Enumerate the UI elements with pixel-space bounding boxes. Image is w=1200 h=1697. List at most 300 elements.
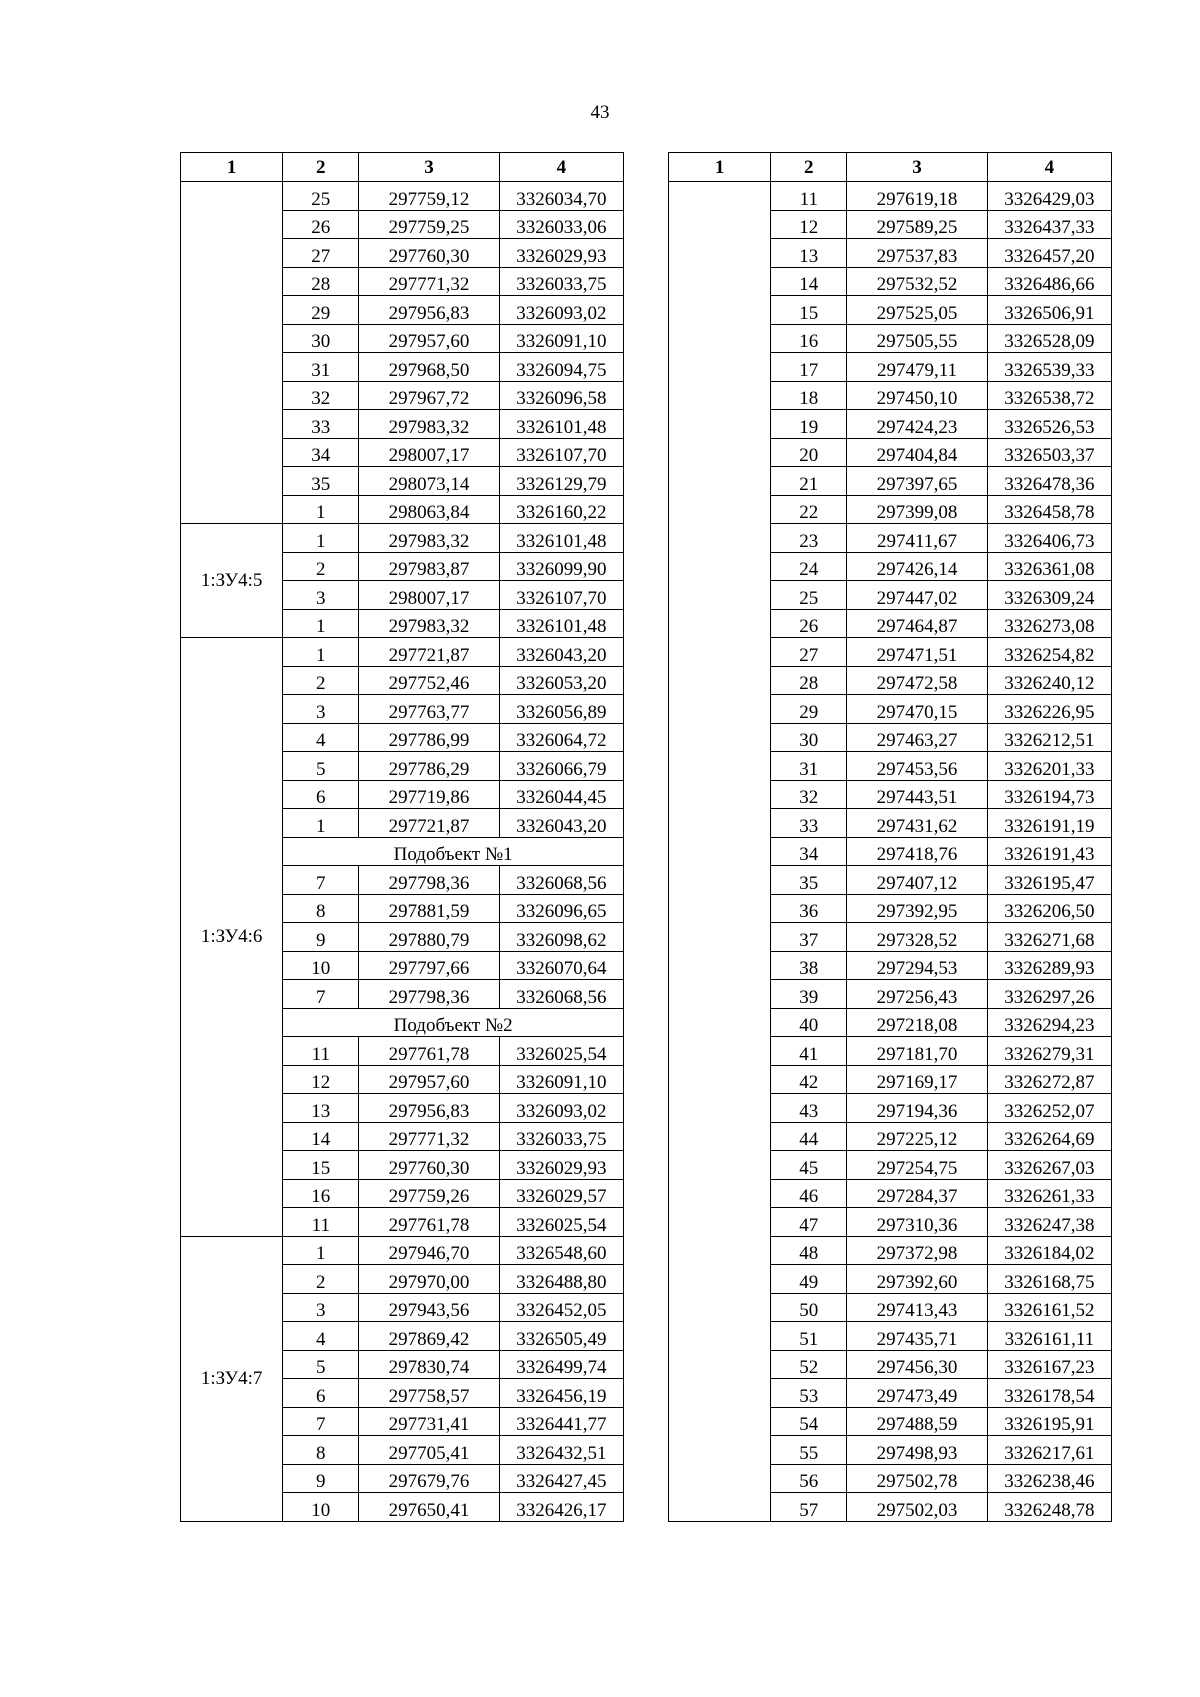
coord-x: 297254,75	[847, 1151, 987, 1180]
point-number: 7	[283, 1407, 359, 1436]
coord-x: 297472,58	[847, 666, 987, 695]
point-number: 52	[771, 1350, 847, 1379]
point-number: 25	[771, 581, 847, 610]
coord-y: 3326254,82	[987, 638, 1111, 667]
coord-x: 297479,11	[847, 353, 987, 382]
coord-x: 297760,30	[359, 1151, 499, 1180]
coord-x: 297413,43	[847, 1293, 987, 1322]
coord-y: 3326101,48	[499, 609, 623, 638]
coord-y: 3326043,20	[499, 809, 623, 838]
point-number: 26	[283, 210, 359, 239]
coord-x: 297407,12	[847, 866, 987, 895]
point-number: 2	[283, 666, 359, 695]
coord-x: 297760,30	[359, 239, 499, 268]
coord-y: 3326267,03	[987, 1151, 1111, 1180]
coord-x: 297759,26	[359, 1179, 499, 1208]
coord-x: 298063,84	[359, 495, 499, 524]
coord-y: 3326194,73	[987, 780, 1111, 809]
coord-x: 297498,93	[847, 1436, 987, 1465]
header-row	[181, 153, 624, 182]
coord-x: 297463,27	[847, 723, 987, 752]
point-number: 39	[771, 980, 847, 1009]
coord-y: 3326191,19	[987, 809, 1111, 838]
coord-y: 3326499,74	[499, 1350, 623, 1379]
point-number: 48	[771, 1236, 847, 1265]
coord-y: 3326217,61	[987, 1436, 1111, 1465]
header-col-2: 2	[771, 153, 847, 182]
point-number: 16	[283, 1179, 359, 1208]
point-number: 1	[283, 524, 359, 553]
coord-x: 297797,66	[359, 951, 499, 980]
coord-y: 3326033,75	[499, 267, 623, 296]
point-number: 57	[771, 1493, 847, 1522]
point-number: 30	[283, 324, 359, 353]
coord-x: 297169,17	[847, 1065, 987, 1094]
coord-y: 3326160,22	[499, 495, 623, 524]
coord-x: 297786,29	[359, 752, 499, 781]
coord-x: 297502,03	[847, 1493, 987, 1522]
coord-x: 297537,83	[847, 239, 987, 268]
point-number: 13	[283, 1094, 359, 1123]
coord-y: 3326093,02	[499, 296, 623, 325]
point-number: 46	[771, 1179, 847, 1208]
coord-y: 3326191,43	[987, 837, 1111, 866]
coord-y: 3326264,69	[987, 1122, 1111, 1151]
point-number: 11	[283, 1208, 359, 1237]
coord-x: 297650,41	[359, 1493, 499, 1522]
point-number: 44	[771, 1122, 847, 1151]
coord-x: 297956,83	[359, 296, 499, 325]
point-number: 1	[283, 495, 359, 524]
point-number: 21	[771, 467, 847, 496]
coord-x: 297473,49	[847, 1379, 987, 1408]
coord-y: 3326044,45	[499, 780, 623, 809]
coord-x: 297218,08	[847, 1008, 987, 1037]
coord-y: 3326099,90	[499, 552, 623, 581]
coord-x: 297967,72	[359, 381, 499, 410]
coord-x: 297488,59	[847, 1407, 987, 1436]
coord-y: 3326178,54	[987, 1379, 1111, 1408]
coord-y: 3326252,07	[987, 1094, 1111, 1123]
point-number: 42	[771, 1065, 847, 1094]
point-number: 32	[771, 780, 847, 809]
coord-y: 3326539,33	[987, 353, 1111, 382]
coord-x: 298073,14	[359, 467, 499, 496]
coord-y: 3326478,36	[987, 467, 1111, 496]
point-number: 12	[283, 1065, 359, 1094]
coord-x: 297418,76	[847, 837, 987, 866]
coord-x: 297721,87	[359, 809, 499, 838]
coord-y: 3326503,37	[987, 438, 1111, 467]
coord-x: 297869,42	[359, 1322, 499, 1351]
coord-y: 3326056,89	[499, 695, 623, 724]
point-number: 31	[771, 752, 847, 781]
coord-y: 3326201,33	[987, 752, 1111, 781]
point-number: 45	[771, 1151, 847, 1180]
point-number: 4	[283, 723, 359, 752]
coord-y: 3326441,77	[499, 1407, 623, 1436]
header-col-4: 4	[987, 153, 1111, 182]
point-number: 40	[771, 1008, 847, 1037]
point-number: 20	[771, 438, 847, 467]
header-col-1: 1	[181, 153, 283, 182]
coord-y: 3326548,60	[499, 1236, 623, 1265]
coord-x: 297968,50	[359, 353, 499, 382]
coord-x: 297431,62	[847, 809, 987, 838]
coord-x: 297435,71	[847, 1322, 987, 1351]
point-number: 27	[283, 239, 359, 268]
coord-x: 297721,87	[359, 638, 499, 667]
coord-y: 3326033,75	[499, 1122, 623, 1151]
point-number: 1	[283, 1236, 359, 1265]
coord-x: 297392,95	[847, 894, 987, 923]
point-number: 3	[283, 695, 359, 724]
point-number: 27	[771, 638, 847, 667]
point-number: 55	[771, 1436, 847, 1465]
point-number: 13	[771, 239, 847, 268]
coord-y: 3326486,66	[987, 267, 1111, 296]
coord-x: 297532,52	[847, 267, 987, 296]
point-number: 26	[771, 609, 847, 638]
coord-x: 297957,60	[359, 324, 499, 353]
coord-x: 297983,32	[359, 410, 499, 439]
coord-y: 3326195,91	[987, 1407, 1111, 1436]
point-number: 33	[283, 410, 359, 439]
coord-x: 297470,15	[847, 695, 987, 724]
point-number: 9	[283, 1464, 359, 1493]
header-col-1: 1	[669, 153, 771, 182]
coord-x: 297759,12	[359, 182, 499, 211]
coord-y: 3326452,05	[499, 1293, 623, 1322]
point-number: 54	[771, 1407, 847, 1436]
coord-x: 297763,77	[359, 695, 499, 724]
table-row	[181, 1236, 624, 1265]
table-row	[181, 524, 624, 553]
coord-x: 297880,79	[359, 923, 499, 952]
coord-y: 3326297,26	[987, 980, 1111, 1009]
coord-x: 297983,32	[359, 609, 499, 638]
coord-x: 297450,10	[847, 381, 987, 410]
coord-y: 3326240,12	[987, 666, 1111, 695]
coord-y: 3326098,62	[499, 923, 623, 952]
coord-y: 3326161,52	[987, 1293, 1111, 1322]
point-number: 14	[771, 267, 847, 296]
point-number: 2	[283, 552, 359, 581]
point-number: 14	[283, 1122, 359, 1151]
coord-y: 3326029,93	[499, 1151, 623, 1180]
coord-y: 3326029,93	[499, 239, 623, 268]
parcel-label: 1:ЗУ4:7	[181, 1236, 283, 1521]
point-number: 24	[771, 552, 847, 581]
coord-y: 3326226,95	[987, 695, 1111, 724]
coord-y: 3326093,02	[499, 1094, 623, 1123]
coord-y: 3326129,79	[499, 467, 623, 496]
subobject-label: Подобъект №1	[283, 837, 624, 866]
point-number: 47	[771, 1208, 847, 1237]
coord-y: 3326068,56	[499, 866, 623, 895]
point-number: 9	[283, 923, 359, 952]
coord-x: 297225,12	[847, 1122, 987, 1151]
point-number: 43	[771, 1094, 847, 1123]
coord-x: 297798,36	[359, 980, 499, 1009]
point-number: 4	[283, 1322, 359, 1351]
point-number: 10	[283, 951, 359, 980]
coord-x: 297397,65	[847, 467, 987, 496]
coord-x: 297679,76	[359, 1464, 499, 1493]
coord-y: 3326456,19	[499, 1379, 623, 1408]
coord-x: 297505,55	[847, 324, 987, 353]
point-number: 17	[771, 353, 847, 382]
coord-x: 297771,32	[359, 1122, 499, 1151]
coord-y: 3326091,10	[499, 1065, 623, 1094]
point-number: 16	[771, 324, 847, 353]
point-number: 3	[283, 1293, 359, 1322]
coord-y: 3326096,65	[499, 894, 623, 923]
coord-x: 297181,70	[847, 1037, 987, 1066]
coord-x: 297372,98	[847, 1236, 987, 1265]
coord-y: 3326167,23	[987, 1350, 1111, 1379]
header-col-3: 3	[359, 153, 499, 182]
coord-x: 297456,30	[847, 1350, 987, 1379]
header-col-3: 3	[847, 153, 987, 182]
coord-y: 3326457,20	[987, 239, 1111, 268]
coord-y: 3326294,23	[987, 1008, 1111, 1037]
coord-y: 3326066,79	[499, 752, 623, 781]
coord-y: 3326034,70	[499, 182, 623, 211]
coord-y: 3326432,51	[499, 1436, 623, 1465]
point-number: 11	[283, 1037, 359, 1066]
point-number: 8	[283, 894, 359, 923]
coord-y: 3326289,93	[987, 951, 1111, 980]
coord-y: 3326427,45	[499, 1464, 623, 1493]
coord-y: 3326429,03	[987, 182, 1111, 211]
coordinates-table-left	[180, 152, 624, 1522]
coord-x: 297426,14	[847, 552, 987, 581]
coord-y: 3326458,78	[987, 495, 1111, 524]
point-number: 51	[771, 1322, 847, 1351]
point-number: 12	[771, 210, 847, 239]
point-number: 25	[283, 182, 359, 211]
page-number: 43	[590, 102, 610, 123]
coord-y: 3326238,46	[987, 1464, 1111, 1493]
coord-y: 3326361,08	[987, 552, 1111, 581]
point-number: 18	[771, 381, 847, 410]
coord-x: 297957,60	[359, 1065, 499, 1094]
coord-x: 297752,46	[359, 666, 499, 695]
point-number: 41	[771, 1037, 847, 1066]
point-number: 28	[283, 267, 359, 296]
parcel-label	[669, 182, 771, 1522]
point-number: 29	[283, 296, 359, 325]
subobject-label: Подобъект №2	[283, 1008, 624, 1037]
point-number: 3	[283, 581, 359, 610]
coord-y: 3326248,78	[987, 1493, 1111, 1522]
coord-y: 3326195,47	[987, 866, 1111, 895]
coord-x: 297983,32	[359, 524, 499, 553]
coord-y: 3326261,33	[987, 1179, 1111, 1208]
coord-y: 3326168,75	[987, 1265, 1111, 1294]
coord-x: 297619,18	[847, 182, 987, 211]
table-row	[181, 638, 624, 667]
coord-x: 297983,87	[359, 552, 499, 581]
coord-x: 297798,36	[359, 866, 499, 895]
coord-x: 297471,51	[847, 638, 987, 667]
header-col-4: 4	[499, 153, 623, 182]
coord-x: 298007,17	[359, 438, 499, 467]
coord-x: 297946,70	[359, 1236, 499, 1265]
coord-y: 3326279,31	[987, 1037, 1111, 1066]
point-number: 35	[283, 467, 359, 496]
coord-y: 3326506,91	[987, 296, 1111, 325]
point-number: 6	[283, 1379, 359, 1408]
point-number: 49	[771, 1265, 847, 1294]
coord-x: 297705,41	[359, 1436, 499, 1465]
coord-x: 297759,25	[359, 210, 499, 239]
point-number: 23	[771, 524, 847, 553]
point-number: 34	[283, 438, 359, 467]
coord-y: 3326029,57	[499, 1179, 623, 1208]
point-number: 7	[283, 980, 359, 1009]
point-number: 1	[283, 638, 359, 667]
coord-y: 3326538,72	[987, 381, 1111, 410]
parcel-label	[181, 182, 283, 524]
coord-x: 297589,25	[847, 210, 987, 239]
coord-y: 3326247,38	[987, 1208, 1111, 1237]
coord-y: 3326033,06	[499, 210, 623, 239]
coord-y: 3326064,72	[499, 723, 623, 752]
coord-x: 297453,56	[847, 752, 987, 781]
coord-y: 3326094,75	[499, 353, 623, 382]
coord-y: 3326206,50	[987, 894, 1111, 923]
coord-x: 297310,36	[847, 1208, 987, 1237]
point-number: 2	[283, 1265, 359, 1294]
coord-y: 3326070,64	[499, 951, 623, 980]
coord-x: 297392,60	[847, 1265, 987, 1294]
coord-y: 3326161,11	[987, 1322, 1111, 1351]
point-number: 50	[771, 1293, 847, 1322]
point-number: 19	[771, 410, 847, 439]
point-number: 32	[283, 381, 359, 410]
point-number: 22	[771, 495, 847, 524]
coord-y: 3326025,54	[499, 1037, 623, 1066]
coord-y: 3326101,48	[499, 410, 623, 439]
point-number: 53	[771, 1379, 847, 1408]
table-row	[181, 182, 624, 211]
point-number: 6	[283, 780, 359, 809]
coord-x: 297719,86	[359, 780, 499, 809]
coord-y: 3326406,73	[987, 524, 1111, 553]
coord-x: 298007,17	[359, 581, 499, 610]
point-number: 10	[283, 1493, 359, 1522]
coord-x: 297284,37	[847, 1179, 987, 1208]
point-number: 15	[283, 1151, 359, 1180]
point-number: 15	[771, 296, 847, 325]
coord-y: 3326505,49	[499, 1322, 623, 1351]
coord-x: 297970,00	[359, 1265, 499, 1294]
coord-x: 297881,59	[359, 894, 499, 923]
point-number: 1	[283, 809, 359, 838]
coord-y: 3326107,70	[499, 438, 623, 467]
coord-x: 297761,78	[359, 1208, 499, 1237]
point-number: 31	[283, 353, 359, 382]
coord-x: 297424,23	[847, 410, 987, 439]
coord-x: 297830,74	[359, 1350, 499, 1379]
point-number: 36	[771, 894, 847, 923]
point-number: 34	[771, 837, 847, 866]
point-number: 1	[283, 609, 359, 638]
coord-x: 297447,02	[847, 581, 987, 610]
coord-y: 3326271,68	[987, 923, 1111, 952]
header-row	[669, 153, 1112, 182]
coord-x: 297464,87	[847, 609, 987, 638]
coord-y: 3326273,08	[987, 609, 1111, 638]
point-number: 30	[771, 723, 847, 752]
coord-x: 297758,57	[359, 1379, 499, 1408]
point-number: 29	[771, 695, 847, 724]
header-col-2: 2	[283, 153, 359, 182]
coord-y: 3326426,17	[499, 1493, 623, 1522]
coord-x: 297786,99	[359, 723, 499, 752]
point-number: 8	[283, 1436, 359, 1465]
point-number: 28	[771, 666, 847, 695]
coord-x: 297404,84	[847, 438, 987, 467]
coord-y: 3326184,02	[987, 1236, 1111, 1265]
coord-y: 3326091,10	[499, 324, 623, 353]
coord-x: 297411,67	[847, 524, 987, 553]
coord-y: 3326528,09	[987, 324, 1111, 353]
coord-x: 297256,43	[847, 980, 987, 1009]
coord-y: 3326096,58	[499, 381, 623, 410]
point-number: 33	[771, 809, 847, 838]
coord-x: 297194,36	[847, 1094, 987, 1123]
coordinates-table-right	[668, 152, 1112, 1522]
coord-y: 3326212,51	[987, 723, 1111, 752]
coord-x: 297956,83	[359, 1094, 499, 1123]
coord-y: 3326053,20	[499, 666, 623, 695]
point-number: 11	[771, 182, 847, 211]
parcel-label: 1:ЗУ4:5	[181, 524, 283, 638]
coord-y: 3326107,70	[499, 581, 623, 610]
coord-x: 297731,41	[359, 1407, 499, 1436]
point-number: 37	[771, 923, 847, 952]
coord-y: 3326043,20	[499, 638, 623, 667]
coord-y: 3326526,53	[987, 410, 1111, 439]
table-row	[669, 182, 1112, 211]
point-number: 56	[771, 1464, 847, 1493]
coord-y: 3326437,33	[987, 210, 1111, 239]
point-number: 35	[771, 866, 847, 895]
point-number: 7	[283, 866, 359, 895]
coord-x: 297328,52	[847, 923, 987, 952]
point-number: 5	[283, 1350, 359, 1379]
coord-y: 3326101,48	[499, 524, 623, 553]
coord-x: 297525,05	[847, 296, 987, 325]
coord-y: 3326488,80	[499, 1265, 623, 1294]
parcel-label: 1:ЗУ4:6	[181, 638, 283, 1237]
coord-y: 3326068,56	[499, 980, 623, 1009]
coord-y: 3326309,24	[987, 581, 1111, 610]
coord-x: 297502,78	[847, 1464, 987, 1493]
coord-y: 3326272,87	[987, 1065, 1111, 1094]
point-number: 38	[771, 951, 847, 980]
coord-y: 3326025,54	[499, 1208, 623, 1237]
coord-x: 297943,56	[359, 1293, 499, 1322]
coord-x: 297771,32	[359, 267, 499, 296]
point-number: 5	[283, 752, 359, 781]
coord-x: 297443,51	[847, 780, 987, 809]
coord-x: 297761,78	[359, 1037, 499, 1066]
coord-x: 297399,08	[847, 495, 987, 524]
